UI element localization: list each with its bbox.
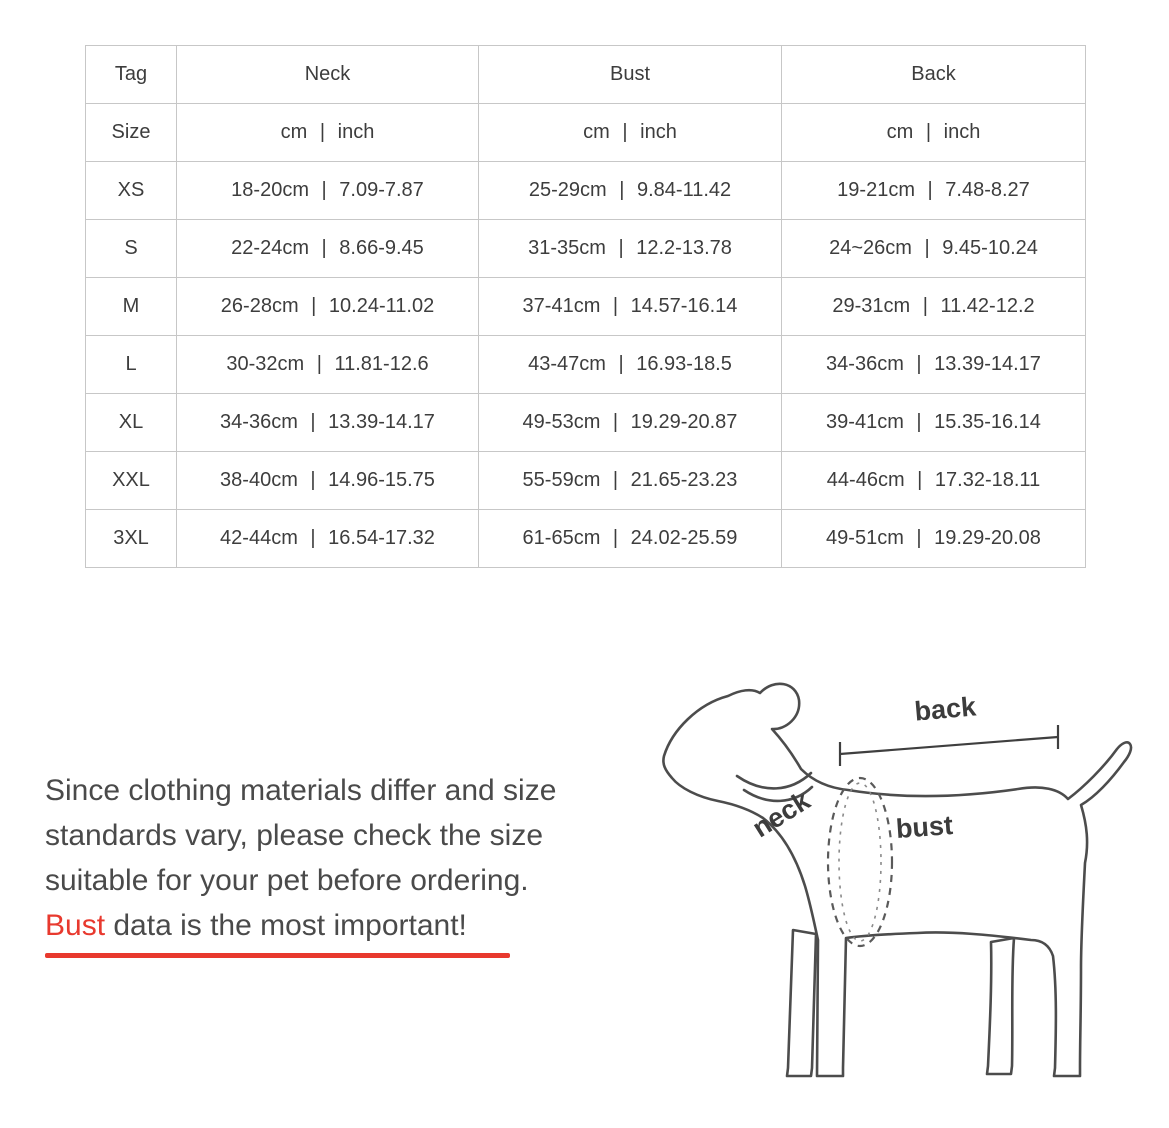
table-row [86,452,1086,510]
table-row [86,278,1086,336]
table-row [86,510,1086,568]
cell-back: 29-31cm | 11.42-12.2 [782,278,1086,336]
sizing-note [45,768,645,948]
cell-back: 44-46cm | 17.32-18.11 [782,452,1086,510]
cell-size: XS [86,162,177,220]
cell-bust: 49-53cm | 19.29-20.87 [479,394,782,452]
red-underline [45,953,510,958]
note-line-rest: data is the most important! [105,909,467,942]
cell-bust: 25-29cm | 9.84-11.42 [479,162,782,220]
size-table [85,45,1086,568]
note-line: suitable for your pet before ordering. [45,864,529,897]
cell-size: L [86,336,177,394]
note-line: Since clothing materials differ and size [45,774,557,807]
cell-neck: 34-36cm | 13.39-14.17 [177,394,479,452]
cell-neck: 18-20cm | 7.09-7.87 [177,162,479,220]
cell-size: 3XL [86,510,177,568]
cell-bust: 43-47cm | 16.93-18.5 [479,336,782,394]
cell-size: XXL [86,452,177,510]
table-row [86,220,1086,278]
dog-far-front-leg [787,930,816,1076]
neck-label: neck [747,785,816,844]
table-header-row [86,46,1086,104]
units-neck: cm | inch [177,104,479,162]
dog-measurement-diagram [628,638,1158,1108]
cell-back: 34-36cm | 13.39-14.17 [782,336,1086,394]
header-back: Back [782,46,1086,104]
cell-neck: 42-44cm | 16.54-17.32 [177,510,479,568]
cell-back: 24~26cm | 9.45-10.24 [782,220,1086,278]
table-row [86,336,1086,394]
cell-back: 19-21cm | 7.48-8.27 [782,162,1086,220]
dog-far-hind-leg [987,938,1014,1074]
table-units-row [86,104,1086,162]
units-bust: cm | inch [479,104,782,162]
cell-size: S [86,220,177,278]
cell-size: M [86,278,177,336]
bust-highlight: Bust [45,909,106,942]
cell-bust: 31-35cm | 12.2-13.78 [479,220,782,278]
table-row [86,394,1086,452]
cell-neck: 26-28cm | 10.24-11.02 [177,278,479,336]
table-row [86,162,1086,220]
header-size: Size [86,104,177,162]
back-label: back [913,691,978,727]
cell-back: 49-51cm | 19.29-20.08 [782,510,1086,568]
units-back: cm | inch [782,104,1086,162]
cell-neck: 22-24cm | 8.66-9.45 [177,220,479,278]
cell-size: XL [86,394,177,452]
header-tag: Tag [86,46,177,104]
cell-bust: 37-41cm | 14.57-16.14 [479,278,782,336]
cell-neck: 38-40cm | 14.96-15.75 [177,452,479,510]
header-neck: Neck [177,46,479,104]
cell-bust: 61-65cm | 24.02-25.59 [479,510,782,568]
bust-label: bust [894,810,954,844]
cell-bust: 55-59cm | 21.65-23.23 [479,452,782,510]
note-line: standards vary, please check the size [45,819,544,852]
cell-back: 39-41cm | 15.35-16.14 [782,394,1086,452]
cell-neck: 30-32cm | 11.81-12.6 [177,336,479,394]
back-measure-line [840,737,1058,754]
note-line [45,903,645,948]
header-bust: Bust [479,46,782,104]
dog-body-outline [663,684,1131,1076]
